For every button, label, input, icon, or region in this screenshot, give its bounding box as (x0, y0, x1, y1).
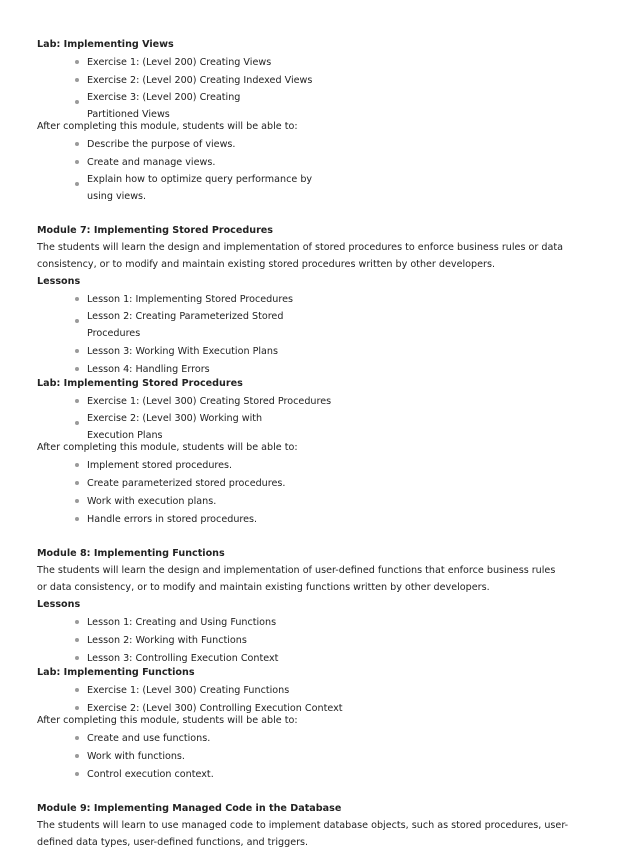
m8-objectives-list (37, 730, 603, 783)
bullet-icon (75, 182, 79, 186)
bullet-icon (75, 319, 79, 323)
bullet-icon (75, 297, 79, 301)
m9-description: The students will learn to use managed code to implement database objects, such as stored procedures, user-defined data types, user-defined functions, and triggers. (37, 820, 569, 848)
m8-lessons-list (37, 614, 603, 667)
bullet-icon (75, 620, 79, 624)
bullet-icon (75, 100, 79, 104)
bullet-icon (75, 688, 79, 692)
m8-heading: Module 8: Implementing Functions (37, 548, 225, 559)
list-item: Exercise 1: (Level 200) Creating Views (87, 54, 603, 71)
bullet-icon (75, 754, 79, 758)
bullet-icon (75, 706, 79, 710)
bullet-icon (75, 772, 79, 776)
list-item: Lesson 2: Creating Parameterized Stored Procedures (87, 308, 292, 342)
list-item: Lesson 2: Working with Functions (87, 632, 603, 649)
bullet-icon (75, 349, 79, 353)
list-item: Exercise 3: (Level 200) Creating Partitioned Views (87, 89, 292, 123)
list-item: Work with execution plans. (87, 493, 603, 510)
m7-description: The students will learn the design and implementation of stored procedures to enforce business rules or data consistency, or to modify and maintain existing stored procedures written by other developers. (37, 242, 563, 270)
m6-lab-heading: Lab: Implementing Views (37, 39, 174, 50)
m8-after-text: After completing this module, students will be able to: (37, 715, 298, 726)
m7-lessons-list (37, 291, 603, 378)
list-item: Lesson 4: Handling Errors (87, 361, 603, 378)
bullet-icon (75, 499, 79, 503)
m6-objectives-list (37, 136, 603, 205)
list-item: Exercise 2: (Level 300) Working with Execution Plans (87, 410, 307, 444)
m7-lessons-heading: Lessons (37, 276, 81, 287)
bullet-icon (75, 367, 79, 371)
list-item: Lesson 1: Implementing Stored Procedures (87, 291, 603, 308)
m6-lab-list (37, 54, 603, 123)
document-page (37, 36, 603, 851)
m6-after-text: After completing this module, students will be able to: (37, 121, 298, 132)
m7-objectives-list (37, 457, 603, 528)
m8-lab-list (37, 682, 603, 717)
m7-heading: Module 7: Implementing Stored Procedures (37, 225, 274, 236)
list-item: Work with functions. (87, 748, 603, 765)
m7-lab-heading: Lab: Implementing Stored Procedures (37, 378, 243, 389)
list-item: Create and manage views. (87, 154, 603, 171)
list-item: Implement stored procedures. (87, 457, 603, 474)
bullet-icon (75, 399, 79, 403)
m9-heading: Module 9: Implementing Managed Code in the Database (37, 803, 342, 814)
bullet-icon (75, 60, 79, 64)
list-item: Explain how to optimize query performance by using views. (87, 171, 337, 205)
list-item: Handle errors in stored procedures. (87, 511, 603, 528)
m7-after-text: After completing this module, students will be able to: (37, 442, 298, 453)
bullet-icon (75, 638, 79, 642)
m8-description: The students will learn the design and implementation of user-defined functions that enforce business rules or data consistency, or to modify and maintain existing functions written by other developers. (37, 565, 556, 593)
list-item: Control execution context. (87, 766, 603, 783)
list-item: Exercise 2: (Level 200) Creating Indexed Views (87, 72, 603, 89)
list-item: Exercise 1: (Level 300) Creating Stored Procedures (87, 393, 603, 410)
bullet-icon (75, 421, 79, 425)
list-item: Exercise 2: (Level 300) Controlling Execution Context (87, 700, 603, 717)
bullet-icon (75, 160, 79, 164)
list-item: Describe the purpose of views. (87, 136, 603, 153)
bullet-icon (75, 656, 79, 660)
list-item: Lesson 3: Controlling Execution Context (87, 650, 603, 667)
m8-lab-heading: Lab: Implementing Functions (37, 667, 195, 678)
list-item: Create parameterized stored procedures. (87, 475, 603, 492)
bullet-icon (75, 142, 79, 146)
bullet-icon (75, 463, 79, 467)
m7-lab-list (37, 393, 603, 444)
m8-lessons-heading: Lessons (37, 599, 81, 610)
bullet-icon (75, 736, 79, 740)
list-item: Exercise 1: (Level 300) Creating Functions (87, 682, 603, 699)
list-item: Lesson 3: Working With Execution Plans (87, 343, 603, 360)
list-item: Create and use functions. (87, 730, 603, 747)
bullet-icon (75, 78, 79, 82)
bullet-icon (75, 517, 79, 521)
list-item: Lesson 1: Creating and Using Functions (87, 614, 603, 631)
bullet-icon (75, 481, 79, 485)
